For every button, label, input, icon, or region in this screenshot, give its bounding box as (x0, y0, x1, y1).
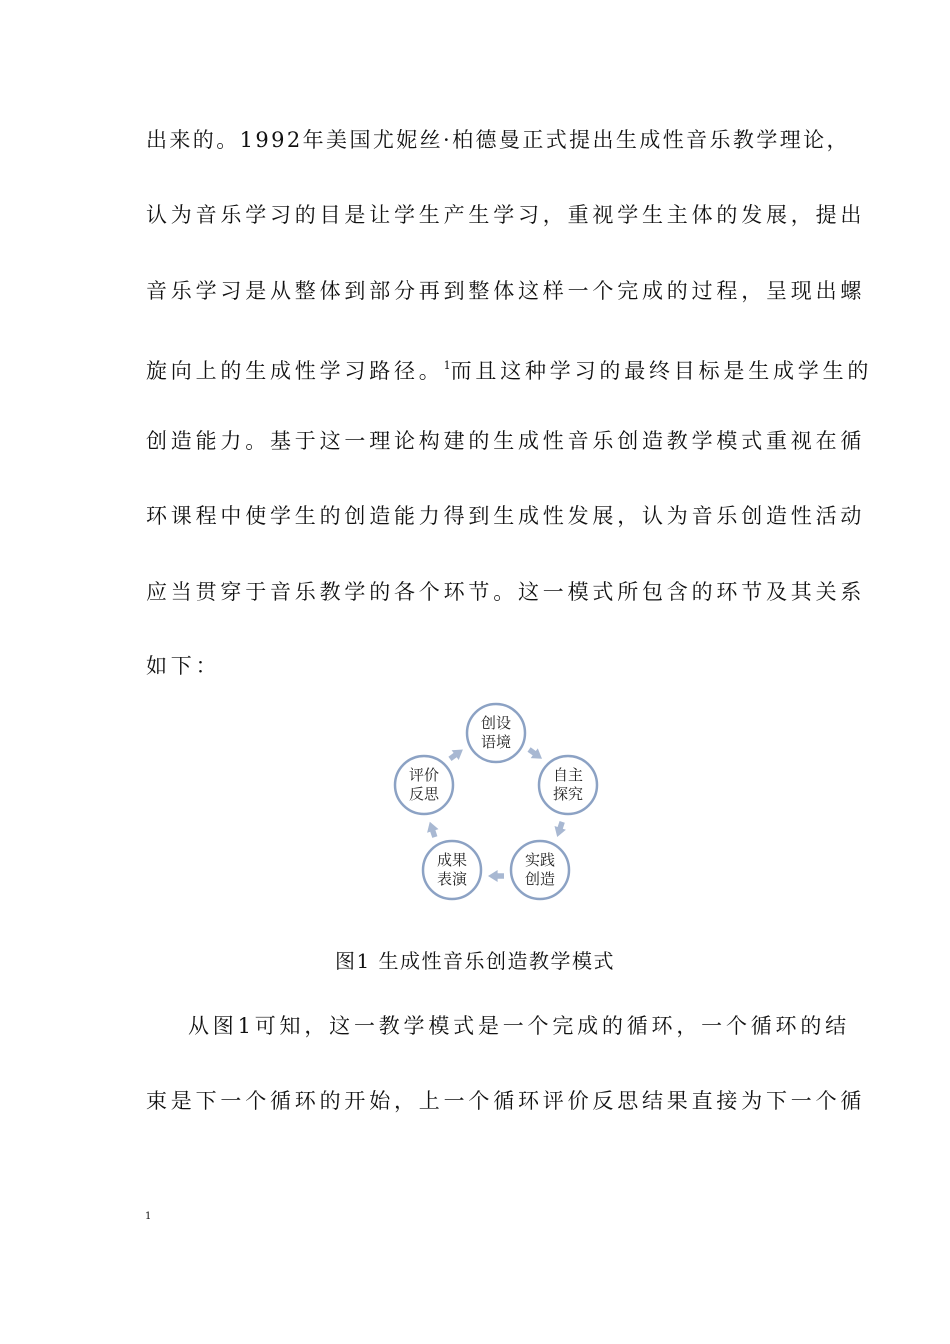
node-label: 表演 (436, 870, 468, 888)
text-line: 认为音乐学习的目是让学生产生学习，重视学生主体的发展，提出 (146, 203, 866, 227)
node-label: 成果 (436, 851, 468, 869)
node-label: 自主 (552, 766, 584, 784)
node-create-context (467, 704, 525, 762)
arrow-icon (488, 870, 504, 882)
teaching-model-cycle-diagram (375, 690, 625, 915)
node-label: 反思 (408, 785, 440, 803)
node-label: 语境 (480, 733, 512, 751)
figure-caption: 图1 生成性音乐创造教学模式 (334, 949, 616, 973)
text-line: 应当贯穿于音乐教学的各个环节。这一模式所包含的环节及其关系 (146, 580, 866, 604)
footnote-reference[interactable]: 1 (443, 359, 451, 372)
text-line: 音乐学习是从整体到部分再到整体这样一个完成的过程，呈现出螺 (146, 279, 866, 303)
cycle-nodes (395, 704, 597, 899)
text-segment: 旋向上的生成性学习路径。 (146, 359, 444, 383)
text-line (146, 351, 872, 386)
node-label: 创造 (524, 870, 556, 888)
text-line: 束是下一个循环的开始，上一个循环评价反思结果直接为下一个循 (146, 1089, 866, 1113)
text-segment: 而且这种学习的最终目标是生成学生的 (450, 359, 873, 383)
arrow-icon (448, 750, 463, 762)
node-label: 探究 (552, 785, 584, 803)
arrow-icon (427, 822, 438, 838)
arrow-icon (555, 821, 566, 837)
footnote-marker: 1 (145, 1211, 152, 1222)
text-line: 环课程中使学生的创造能力得到生成性发展，认为音乐创造性活动 (146, 504, 866, 528)
node-practice-creation (511, 841, 569, 899)
node-result-performance (423, 841, 481, 899)
text-line: 创造能力。基于这一理论构建的生成性音乐创造教学模式重视在循 (146, 429, 866, 453)
node-evaluation-reflection (395, 756, 453, 814)
node-self-exploration (539, 756, 597, 814)
node-label: 创设 (480, 714, 512, 732)
text-line: 从图1可知，这一教学模式是一个完成的循环，一个循环的结 (188, 1014, 850, 1038)
node-label: 实践 (524, 851, 556, 869)
text-line: 如下： (146, 654, 221, 678)
node-label: 评价 (408, 766, 440, 784)
arrow-icon (528, 747, 543, 759)
text-line: 出来的。1992年美国尤妮丝·柏德曼正式提出生成性音乐教学理论， (146, 128, 850, 152)
